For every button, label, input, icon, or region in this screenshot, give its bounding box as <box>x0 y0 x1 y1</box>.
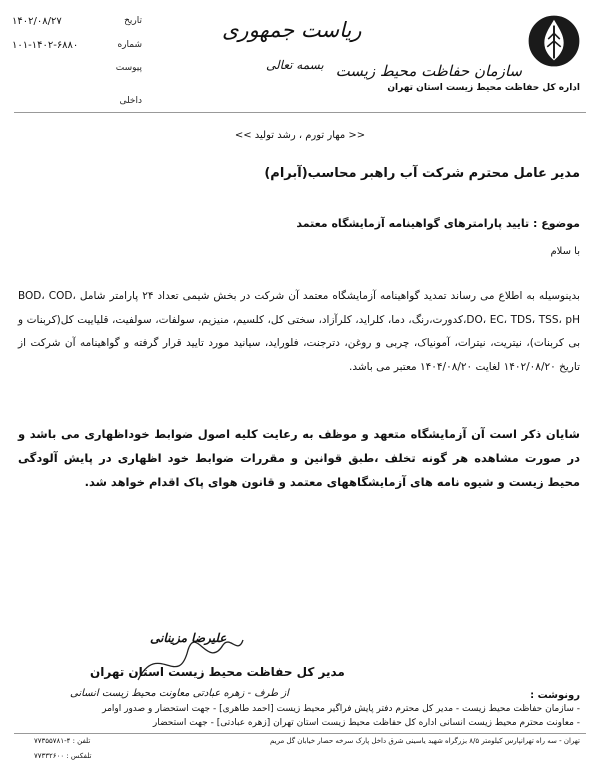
slogan: << مهار تورم ، رشد تولید >> <box>234 130 366 141</box>
greeting: با سلام <box>550 246 580 257</box>
inbound-label: داخلی <box>119 96 142 106</box>
meta-number-row <box>12 40 142 56</box>
date-label: تاریخ <box>124 16 142 26</box>
subject: موضوع : تایید پارامترهای گواهینامه آزمایشگاه معتمد <box>296 217 580 230</box>
signatory-name: علیرضا مزینانی <box>150 631 227 645</box>
body-paragraph-1: بدینوسیله به اطلاع می رساند تمدید گواهینامه آزمایشگاه معتمد آن شرکت در بخش شیمی تعداد ۲۴ پارامتر شامل BOD، COD، DO، EC، TDS، TSS، pH،کدورت،رنگ، دما، کلراید، کلرآزاد، سختی کل، کلسیم، منیزیم، سولفات، سولفیت، قلیاییت کل(کربنات و بی کربنات)، نیتریت، نیترات، آمونیاک، چربی و روغن، دترجنت، فلوراید، سیانید مورد تایید قرار گرفته و گواهینامه آن شرکت از تاریخ ۱۴۰۲/۰۸/۲۰ لغایت ۱۴۰۴/۰۸/۲۰ معتبر می باشد. <box>18 290 580 373</box>
organization-logo-icon <box>525 12 583 70</box>
cc-title: رونوشت : <box>530 690 580 701</box>
attachment-label: پیوست <box>115 63 142 73</box>
recipient: مدیر عامل محترم شرکت آب راهبر محاسب(آبرام) <box>264 166 580 181</box>
meta-attachment-row <box>12 63 142 79</box>
number-value: ۱۰۱-۱۴۰۲-۶۸۸۰ <box>12 40 79 51</box>
footer-phone: تلفن : ۴-۷۷۳۵۵۷۸۱ <box>34 737 91 745</box>
department-name: اداره کل حفاظت محیط زیست استان تهران <box>387 83 580 93</box>
number-label: شماره <box>117 40 142 50</box>
body-paragraph-2: شایان ذکر است آن آزمایشگاه متعهد و موظف به رعایت کلیه اصول ضوابط خوداظهاری می باشد و در صورت مشاهده هر گونه تخلف ،طبق قوانین و مقررات ضوابط خود اظهاری در پایش آلودگی محیط زیست و شیوه نامه های آزمایشگاههای معتمد و قانون هوای پاک اقدام خواهد شد. <box>18 427 580 489</box>
presidency-emblem: ریاست جمهوری <box>222 18 362 42</box>
cc-line-1: - سازمان حفاظت محیط زیست - مدیر کل محترم دفتر پایش فراگیر محیط زیست [احمد طاهری] - جهت استحضار و صدور اوامر <box>102 704 580 714</box>
meta-inbound-row <box>12 96 142 112</box>
date-value: ۱۴۰۲/۰۸/۲۷ <box>12 16 62 27</box>
footer-divider <box>14 733 586 734</box>
footer-fax: تلفکس : ۷۷۳۳۲۶۰۰ <box>34 752 92 760</box>
motto: بسمه تعالی <box>266 58 324 72</box>
signatory-title: مدیر کل حفاظت محیط زیست استان تهران <box>90 665 345 679</box>
handwritten-delegation: از طرف - زهره عبادتی معاونت محیط زیست انسانی <box>70 688 289 699</box>
organization-name: سازمان حفاظت محیط زیست <box>335 62 522 80</box>
cc-line-2: - معاونت محترم محیط زیست انسانی اداره کل حفاظت محیط زیست استان تهران [زهره عبادتی] - جهت استحضار <box>152 718 580 728</box>
footer-address: تهران - سه راه تهرانپارس کیلومتر ۸/۵ بزرگراه شهید یاسینی شرق داخل پارک سرخه حصار خیابان گل مریم <box>269 737 580 745</box>
meta-date-row <box>12 16 142 32</box>
header-divider <box>14 112 586 113</box>
